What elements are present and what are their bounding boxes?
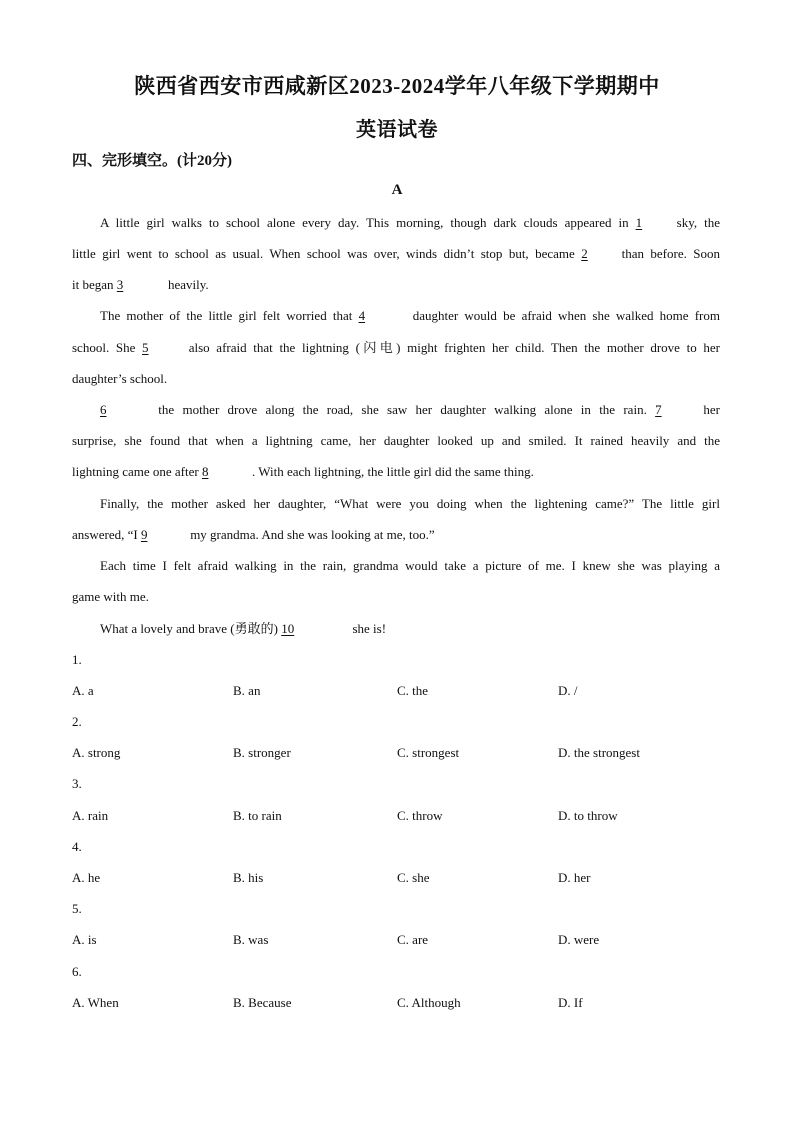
option-c: C. the [397, 683, 429, 698]
passage-text: she is! [349, 621, 387, 636]
passage-line [72, 525, 720, 545]
page-subtitle: 英语试卷 [356, 119, 438, 141]
passage-line [100, 619, 720, 639]
blank-7: 7 [655, 402, 662, 417]
option-d: D. If [558, 995, 583, 1010]
passage-text: . With each lightning, the little girl did the same thing. [251, 464, 534, 479]
passage-line [72, 462, 720, 482]
option-c: C. Although [397, 995, 461, 1010]
passage-line [72, 338, 720, 358]
passage-text: her [695, 402, 720, 417]
passage-text: lightning came one after [72, 464, 202, 479]
option-d: D. to throw [558, 808, 618, 823]
section-heading: 四、完形填空。(计20分) [72, 153, 232, 169]
blank-3: 3 [116, 277, 124, 292]
question-number: 4. [72, 839, 82, 854]
blank-5: 5 [142, 340, 149, 355]
option-a: A. strong [72, 745, 121, 760]
passage-text: also afraid that the lightning (闪电) might frighten her child. Then the mother drove to her [182, 340, 720, 355]
page-title: 陕西省西安市西咸新区2023-2024学年八年级下学期期中 [134, 74, 660, 98]
passage-line [72, 369, 720, 389]
passage-text: game with me. [72, 589, 149, 604]
question-number: 6. [72, 964, 82, 979]
passage-line [72, 244, 720, 264]
question-number: 3. [72, 776, 82, 791]
option-a: A. he [72, 870, 101, 885]
passage-text: daughter would be afraid when she walked home from [406, 308, 720, 323]
passage-line [72, 587, 720, 607]
option-c: C. are [397, 932, 429, 947]
question-number: 5. [72, 901, 82, 916]
option-c: C. strongest [397, 745, 460, 760]
blank-10: 10 [281, 621, 295, 636]
passage-text: surprise, she found that when a lightning came, her daughter looked up and smiled. It rained heavily and the [72, 433, 720, 448]
blank-2: 2 [581, 246, 588, 261]
passage-text: Each time I felt afraid walking in the rain, grandma would take a picture of me. I knew she was playing a [100, 558, 720, 573]
passage-line [100, 556, 720, 576]
option-a: A. is [72, 932, 97, 947]
blank-1: 1 [635, 215, 643, 230]
passage-text: the mother drove along the road, she saw her daughter walking alone in the rain. [150, 402, 656, 417]
passage-line [72, 431, 720, 451]
passage-line [100, 494, 720, 514]
blank-6: 6 [100, 402, 107, 417]
option-b: B. Because [233, 995, 292, 1010]
blank-9: 9 [140, 527, 148, 542]
option-a: A. When [72, 995, 119, 1010]
blank-8: 8 [201, 464, 209, 479]
passage-text: sky, the [669, 215, 720, 230]
passage-line [72, 275, 720, 295]
passage-text: Finally, the mother asked her daughter, “What were you doing when the lightening came?” The little girl [100, 496, 720, 511]
option-b: B. his [233, 870, 264, 885]
passage-line [100, 400, 720, 420]
option-c: C. she [397, 870, 430, 885]
passage-text: it began [72, 277, 117, 292]
passage-text: A little girl walks to school alone every day. This morning, though dark clouds appeared in [100, 215, 636, 230]
option-d: D. were [558, 932, 600, 947]
passage-text: little girl went to school as usual. When school was over, winds didn’t stop but, became [72, 246, 582, 261]
blank-4: 4 [358, 308, 366, 323]
passage-text: The mother of the little girl felt worried that [100, 308, 359, 323]
option-a: A. rain [72, 808, 109, 823]
passage-text: What a lovely and brave (勇敢的) [100, 621, 282, 636]
passage-line [100, 306, 720, 326]
passage-text: my grandma. And she was looking at me, too.” [186, 527, 435, 542]
passage-text: school. She [72, 340, 143, 355]
question-number: 2. [72, 714, 82, 729]
option-b: B. to rain [233, 808, 282, 823]
question-number: 1. [72, 652, 82, 667]
part-label: A [391, 182, 403, 198]
option-d: D. her [558, 870, 591, 885]
passage-text: heavily. [164, 277, 209, 292]
passage-line [100, 213, 720, 233]
option-c: C. throw [397, 808, 443, 823]
passage-text: than before. Soon [615, 246, 720, 261]
option-b: B. stronger [233, 745, 291, 760]
passage-text: daughter’s school. [72, 371, 168, 386]
option-b: B. was [233, 932, 269, 947]
option-d: D. / [558, 683, 578, 698]
option-b: B. an [233, 683, 261, 698]
option-a: A. a [72, 683, 94, 698]
passage-text: answered, “I [72, 527, 141, 542]
option-d: D. the strongest [558, 745, 640, 760]
